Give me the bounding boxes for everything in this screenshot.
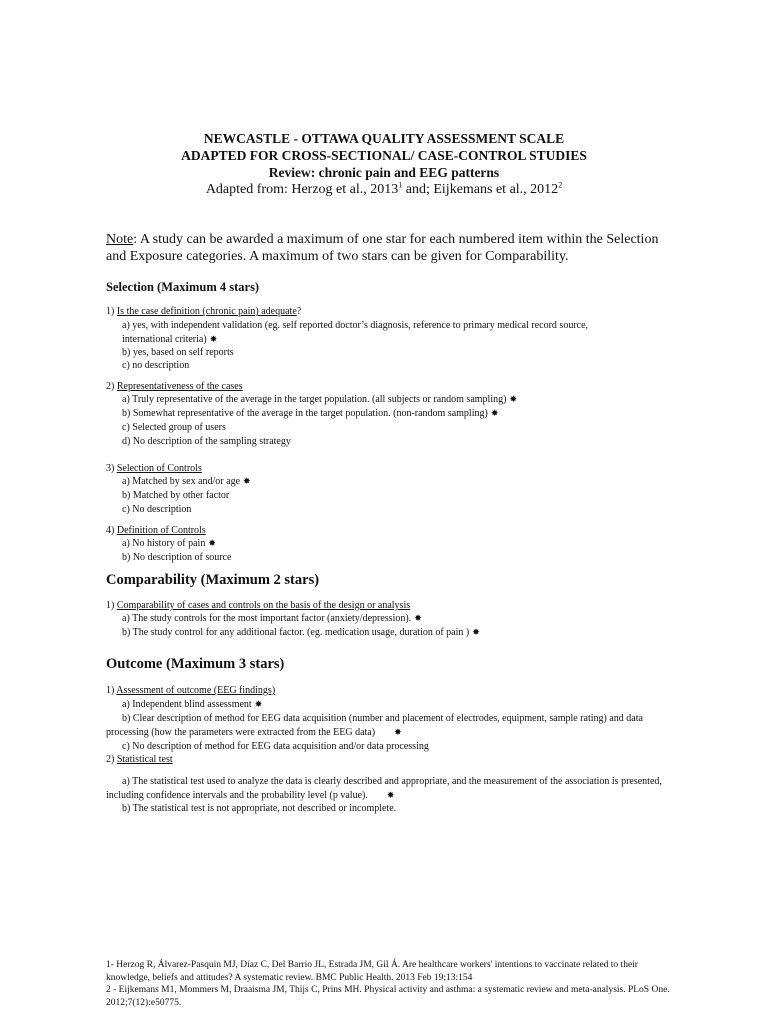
selection-q2-num: 2) xyxy=(106,381,117,392)
star-icon: ✸ xyxy=(394,726,402,737)
outcome-q1-option-b-text: b) Clear description of method for EEG data acquisition (number and placement of electrodes, equipment, sample rating) and data processing (how the parameters were extracted from the EEG data) xyxy=(106,713,643,738)
comparability-q1 xyxy=(106,599,410,612)
star-icon: ✸ xyxy=(472,627,480,637)
selection-q3-option-a-text: a) Matched by sex and/or age xyxy=(122,476,241,487)
selection-q1-title: Is the case definition (chronic pain) adequate xyxy=(116,306,297,317)
outcome-heading: Outcome (Maximum 3 stars) xyxy=(106,656,285,672)
adapted-from-text-2: and; Eijkemans et al., 2012 xyxy=(402,182,559,197)
adapted-from-line xyxy=(0,181,768,198)
star-icon: ✸ xyxy=(243,476,251,486)
selection-q1-suffix: ? xyxy=(296,306,302,317)
selection-q2-option-b-text: b) Somewhat representative of the average in the target population. (non-random sampling) xyxy=(122,408,488,419)
comparability-q1-option-a xyxy=(122,612,422,626)
selection-q2 xyxy=(106,380,243,393)
selection-q3-num: 3) xyxy=(106,463,117,474)
outcome-q1-option-c: c) No description of method for EEG data acquisition and/or data processing xyxy=(122,741,429,752)
selection-q1-option-a-1: a) yes, with independent validation (eg. self reported doctor’s diagnosis, reference to primary medical record source, xyxy=(122,320,589,331)
outcome-q2-num: 2) xyxy=(106,754,117,765)
star-icon: ✸ xyxy=(209,334,218,344)
comparability-q1-option-b xyxy=(122,626,480,640)
selection-q2-option-a-text: a) Truly representative of the average in the target population. (all subjects or random sampling) xyxy=(122,394,507,405)
selection-q3 xyxy=(106,462,202,475)
selection-q3-option-b: b) Matched by other factor xyxy=(122,490,230,501)
selection-q4-option-a-text: a) No history of pain xyxy=(122,538,206,549)
outcome-q2-option-a-text: a) The statistical test used to analyze the data is clearly described and appropriate, and the measurement of the association is presented, including confidence intervals and the probability level (p value). xyxy=(106,776,662,801)
star-icon: ✸ xyxy=(386,789,395,800)
title-line-2: ADAPTED FOR CROSS-SECTIONAL/ CASE-CONTROL STUDIES xyxy=(181,148,587,163)
selection-q3-option-c: c) No description xyxy=(122,504,192,515)
outcome-q1-title: Assessment of outcome (EEG findings) xyxy=(116,685,276,696)
selection-heading: Selection (Maximum 4 stars) xyxy=(106,280,260,294)
selection-q4-option-b: b) No description of source xyxy=(122,552,232,563)
ref-1-sup: 1 xyxy=(398,180,403,190)
selection-q2-option-b xyxy=(122,407,498,421)
selection-q4-num: 4) xyxy=(106,525,117,536)
star-icon: ✸ xyxy=(208,538,216,548)
note-paragraph xyxy=(106,231,666,265)
selection-q2-option-a xyxy=(122,393,517,407)
comparability-q1-num: 1) xyxy=(106,600,117,611)
selection-q1-option-a-text: international criteria) xyxy=(122,334,207,345)
outcome-q2-option-a xyxy=(106,775,666,802)
selection-q2-option-d: d) No description of the sampling strategy xyxy=(122,436,291,447)
outcome-q1-option-a xyxy=(122,698,262,712)
star-icon: ✸ xyxy=(509,394,517,404)
outcome-q1 xyxy=(106,684,275,697)
comparability-q1-option-b-text: b) The study control for any additional factor. (eg. medication usage, duration of pain ) xyxy=(122,627,470,638)
outcome-q1-option-a-text: a) Independent blind assessment xyxy=(122,699,252,710)
star-icon: ✸ xyxy=(490,408,499,418)
note-label: Note xyxy=(106,232,134,247)
footnote-1: 1- Herzog R, Álvarez-Pasquin MJ, Díaz C, Del Barrio JL, Estrada JM, Gil Á. Are healthcare workers' intentions to vaccinate related to their knowledge, beliefs and attitudes? A systematic review. BMC Public Health. 2013 Feb 19;13:154 xyxy=(106,960,638,983)
footnote-2: 2 - Eijkemans M1, Mommers M, Draaisma JM, Thijs C, Prins MH. Physical activity and asthma: a systematic review and meta-analysis. PLoS One. 2012;7(12):e50775. xyxy=(106,985,670,1008)
outcome-q1-num: 1) xyxy=(106,685,117,696)
star-icon: ✸ xyxy=(414,613,422,623)
selection-q1-num: 1) xyxy=(106,306,117,317)
selection-q2-option-c: c) Selected group of users xyxy=(122,422,226,433)
adapted-from-text: Adapted from: Herzog et al., 2013 xyxy=(205,182,399,197)
selection-q4-title: Definition of Controls xyxy=(116,525,206,536)
comparability-q1-title: Comparability of cases and controls on the basis of the design or analysis xyxy=(116,600,411,611)
comparability-heading: Comparability (Maximum 2 stars) xyxy=(106,572,320,588)
ref-2-sup: 2 xyxy=(558,180,563,190)
selection-q4 xyxy=(106,524,206,537)
outcome-q2-option-b: b) The statistical test is not appropriate, not described or incomplete. xyxy=(122,803,397,814)
note-text: : A study can be awarded a maximum of one star for each numbered item within the Selection and Exposure categories. A maximum of two stars can be given for Comparability. xyxy=(106,232,659,264)
star-icon: ✸ xyxy=(254,699,263,709)
selection-q2-title: Representativeness of the cases xyxy=(116,381,243,392)
selection-q1-option-c: c) no description xyxy=(122,360,190,371)
title-line-1: NEWCASTLE - OTTAWA QUALITY ASSESSMENT SCALE xyxy=(203,131,565,146)
outcome-q1-option-b xyxy=(106,712,666,739)
outcome-q2 xyxy=(106,753,173,766)
selection-q1 xyxy=(106,305,301,318)
outcome-q2-title: Statistical test xyxy=(116,754,173,765)
title-line-3: Review: chronic pain and EEG patterns xyxy=(268,165,500,180)
selection-q4-option-a xyxy=(122,537,216,551)
comparability-q1-option-a-text: a) The study controls for the most important factor (anxiety/depression). xyxy=(122,613,412,624)
selection-q3-title: Selection of Controls xyxy=(116,463,202,474)
selection-q3-option-a xyxy=(122,475,251,489)
selection-q1-option-a-2 xyxy=(122,333,217,347)
selection-q1-option-b: b) yes, based on self reports xyxy=(122,347,234,358)
